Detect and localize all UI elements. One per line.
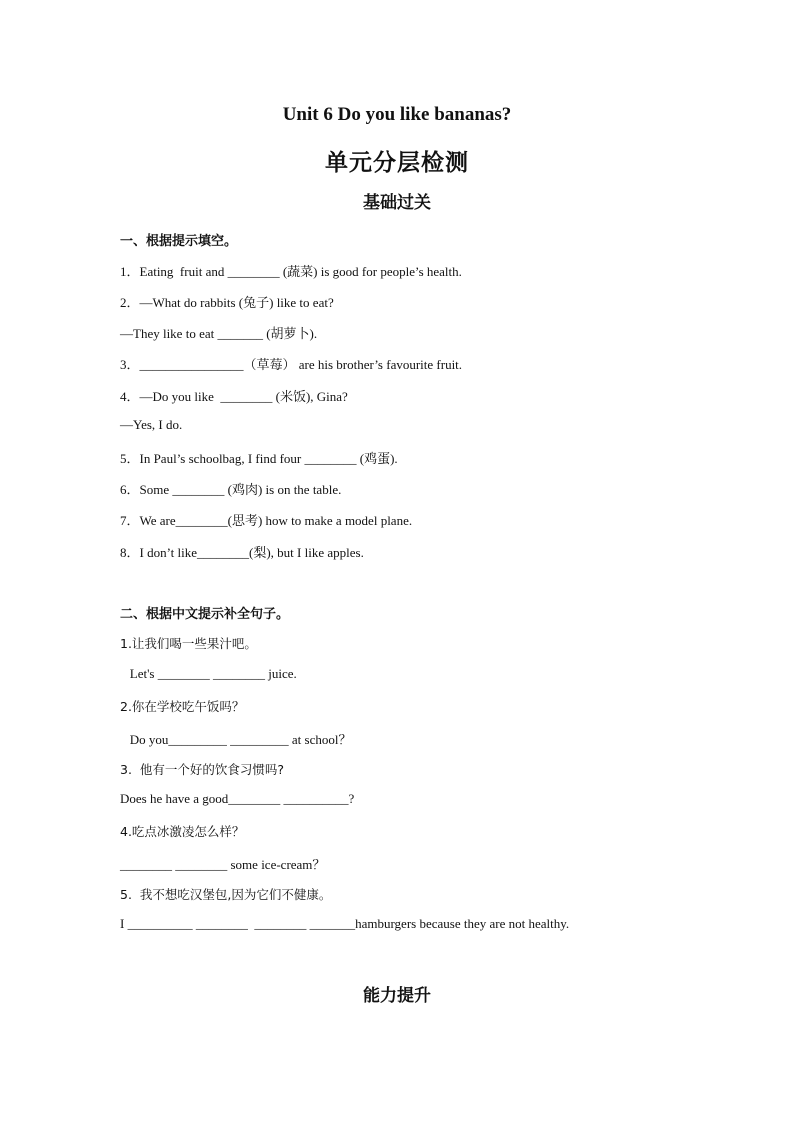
part2-line: 2.你在学校吃午饭吗？ xyxy=(120,699,245,714)
part2-line: 4.吃点冰激凌怎么样？ xyxy=(120,824,245,839)
section-title-basic: 基础过关 xyxy=(363,193,431,213)
part1-line: 7．We are________(思考) how to make a model plane. xyxy=(120,513,413,528)
part1-line: 6．Some ________ (鸡肉) is on the table. xyxy=(120,482,342,497)
part1-line: 3．________________（草莓） are his brother’s favourite fruit. xyxy=(120,357,463,372)
part1-line: —They like to eat _______ (胡萝卜). xyxy=(120,326,318,341)
section-title-advanced: 能力提升 xyxy=(363,986,431,1006)
part1-line: 8．I don’t like________(梨), but I like apples. xyxy=(120,545,364,560)
part1-line: 1．Eating fruit and ________ (蔬菜) is good for people’s health. xyxy=(120,264,462,279)
part2-line: ________ ________ some ice-cream？ xyxy=(120,857,326,872)
part1-line: —Yes, I do. xyxy=(120,417,183,432)
part1-line: 4．—Do you like ________ (米饭), Gina? xyxy=(120,389,348,404)
page-title: Unit 6 Do you like bananas? xyxy=(282,104,512,125)
part2-line: 5. 我不想吃汉堡包,因为它们不健康。 xyxy=(120,887,332,902)
part2-line: Does he have a good________ __________? xyxy=(120,791,355,806)
page-subtitle: 单元分层检测 xyxy=(325,150,469,176)
part2-line: 1.让我们喝一些果汁吧。 xyxy=(120,636,257,651)
part2-line: Let's ________ ________ juice. xyxy=(120,666,297,681)
part1-line: 5．In Paul’s schoolbag, I find four ________ (鸡蛋). xyxy=(120,451,398,466)
part1-heading: 一、根据提示填空。 xyxy=(120,234,238,249)
part2-line: 3. 他有一个好的饮食习惯吗? xyxy=(120,762,285,777)
part1-line: 2．—What do rabbits (兔子) like to eat? xyxy=(120,295,334,310)
part2-heading: 二、根据中文提示补全句子。 xyxy=(120,607,290,622)
part2-line: Do you_________ _________ at school？ xyxy=(120,732,352,747)
part2-line: I __________ ________ ________ _______hamburgers because they are not healthy. xyxy=(120,916,570,931)
